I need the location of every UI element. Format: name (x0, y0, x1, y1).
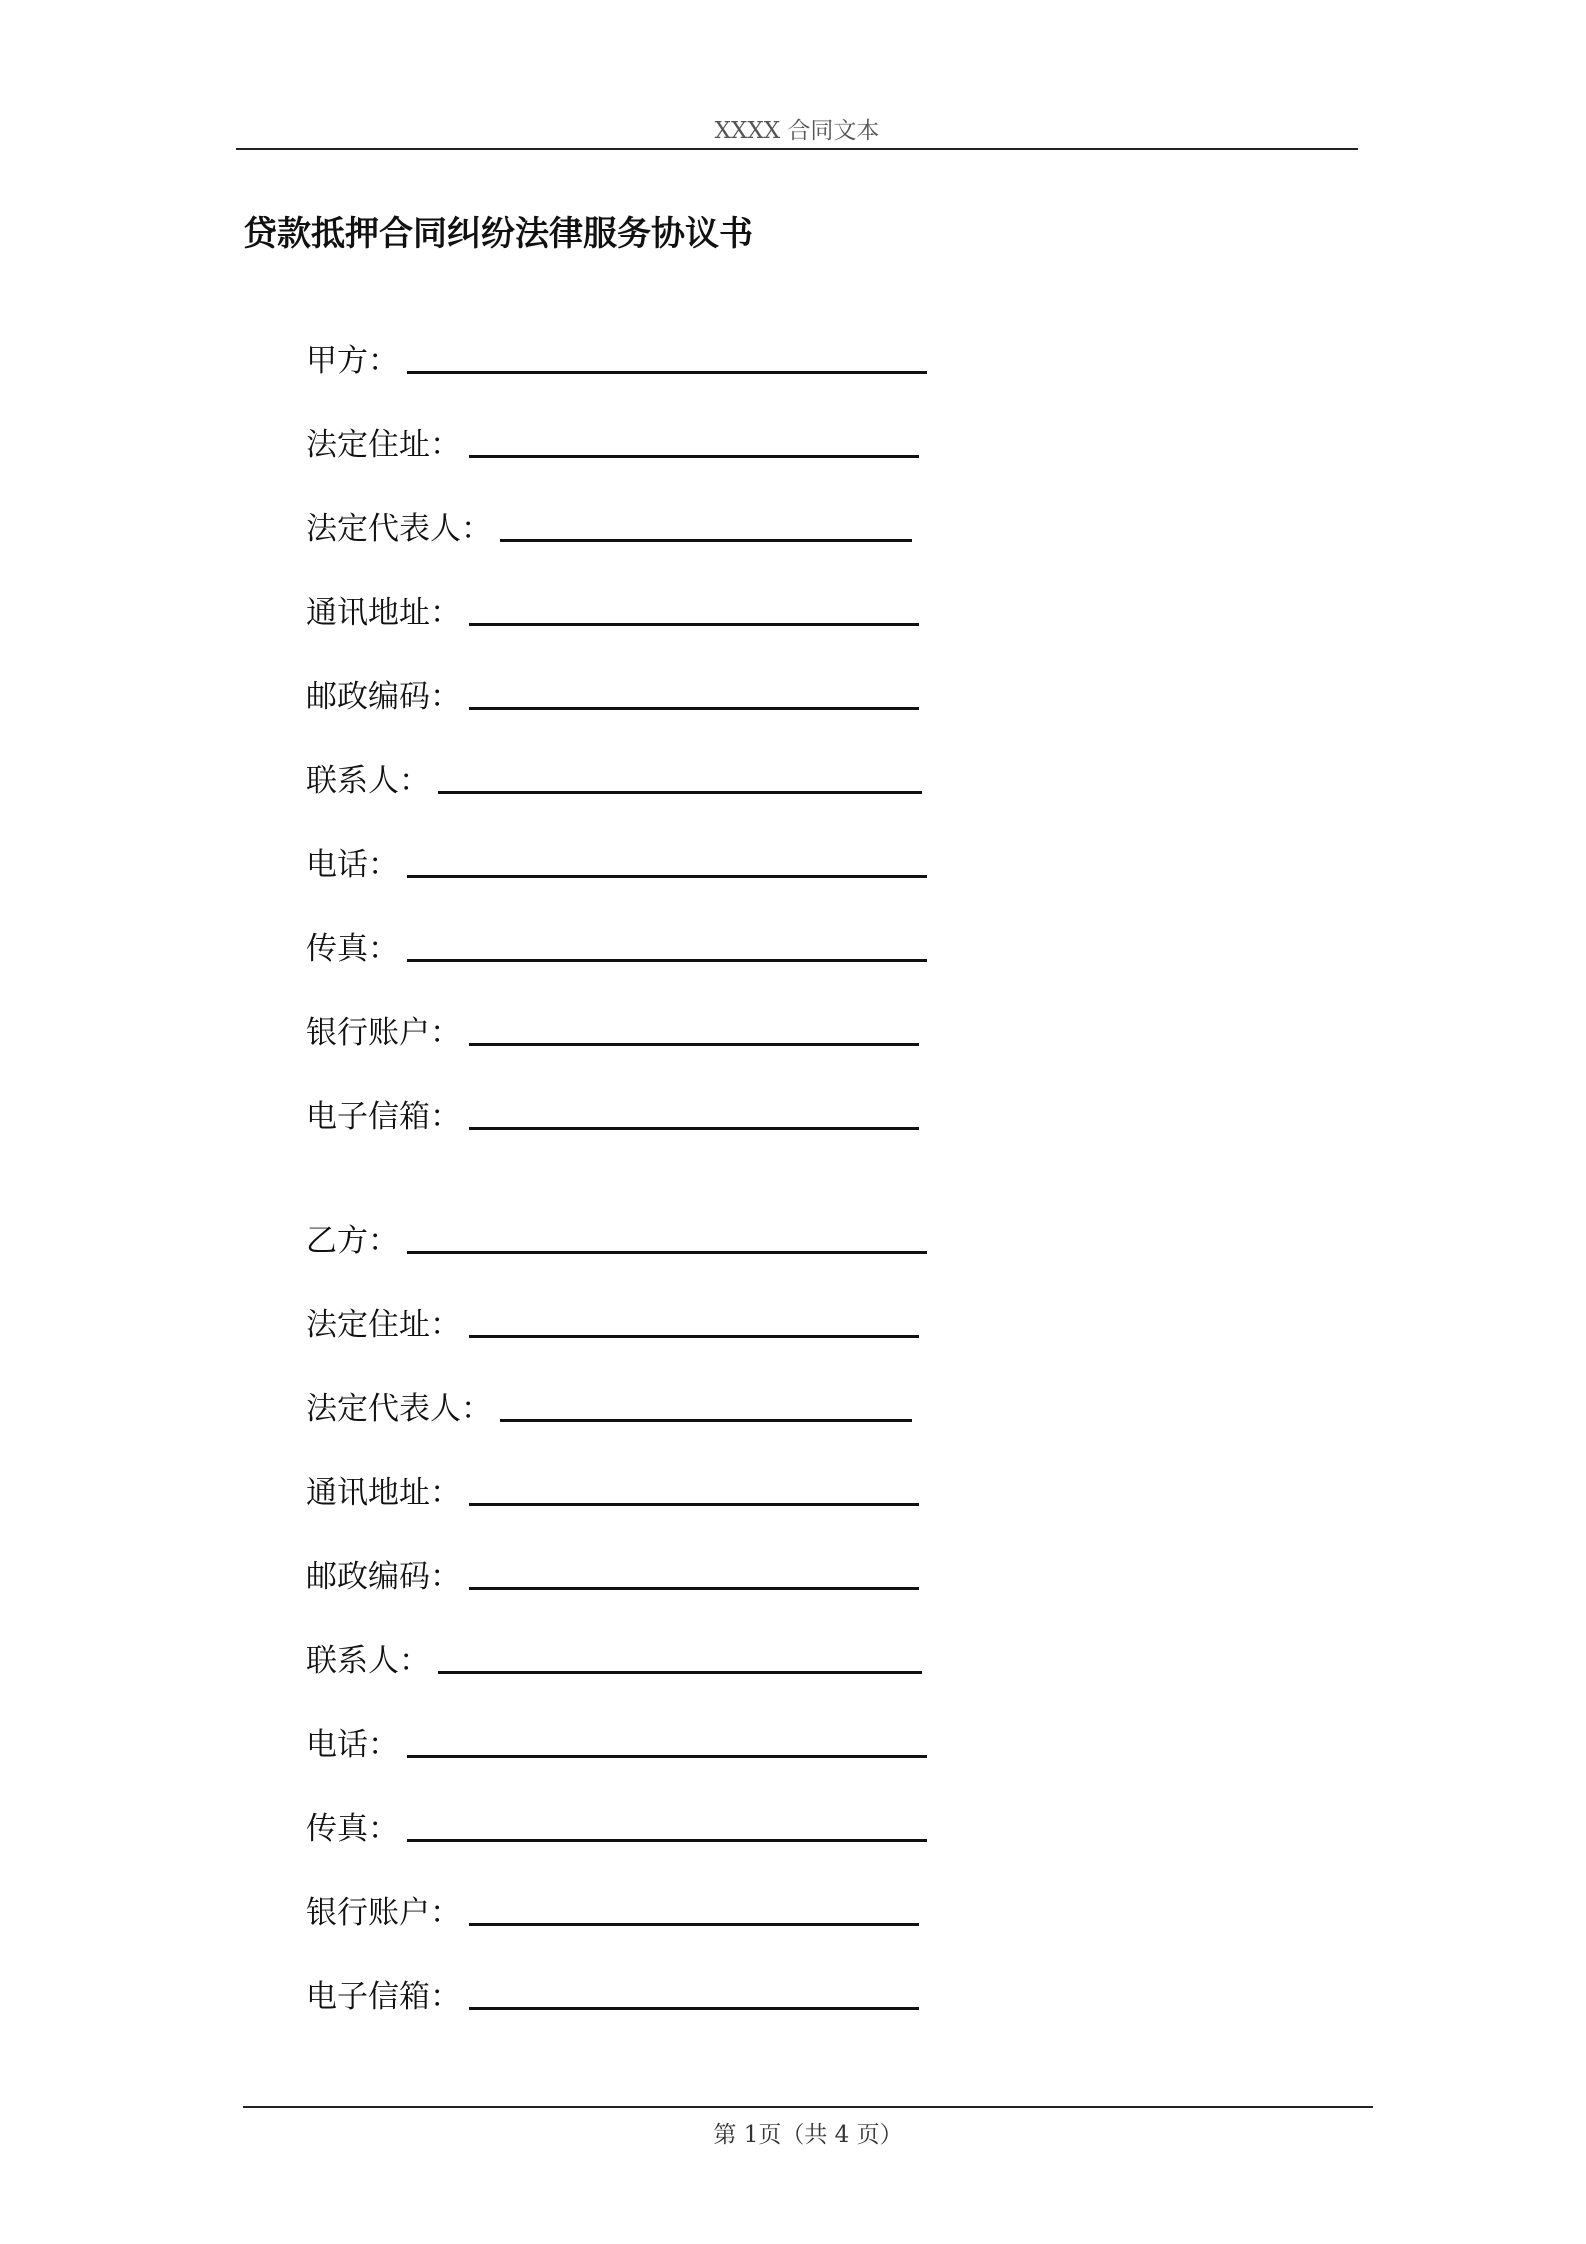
field-label: 甲方： (306, 343, 399, 379)
blank-line[interactable] (500, 1419, 912, 1422)
blank-line[interactable] (469, 1923, 919, 1926)
field-label: 电话： (306, 1727, 399, 1763)
blank-line[interactable] (469, 1335, 919, 1338)
blank-line[interactable] (469, 623, 919, 626)
page-header (236, 108, 1358, 150)
party-a-representative-field[interactable] (306, 504, 912, 548)
blank-line[interactable] (438, 791, 922, 794)
blank-line[interactable] (469, 1127, 919, 1130)
field-label: 银行账户： (306, 1015, 461, 1051)
field-label: 银行账户： (306, 1895, 461, 1931)
party-b-bank-account-field[interactable] (306, 1888, 919, 1932)
field-label: 乙方： (306, 1223, 399, 1259)
party-b-representative-field[interactable] (306, 1384, 912, 1428)
blank-line[interactable] (438, 1671, 922, 1674)
blank-line[interactable] (407, 1839, 927, 1842)
party-a-mailing-address-field[interactable] (306, 588, 919, 632)
field-label: 通讯地址： (306, 1475, 461, 1511)
party-a-email-field[interactable] (306, 1092, 919, 1136)
field-label: 电子信箱： (306, 1979, 461, 2015)
field-label: 通讯地址： (306, 595, 461, 631)
party-a-postcode-field[interactable] (306, 672, 919, 716)
field-label: 邮政编码： (306, 679, 461, 715)
party-b-mailing-address-field[interactable] (306, 1468, 919, 1512)
blank-line[interactable] (469, 1503, 919, 1506)
page-footer (243, 2106, 1373, 2148)
blank-line[interactable] (407, 1755, 927, 1758)
party-b-address-field[interactable] (306, 1300, 919, 1344)
party-b-fax-field[interactable] (306, 1804, 927, 1848)
field-label: 传真： (306, 1811, 399, 1847)
party-a-contact-field[interactable] (306, 756, 922, 800)
header-text: XXXX 合同文本 (714, 118, 880, 144)
blank-line[interactable] (469, 2007, 919, 2010)
field-label: 法定代表人： (306, 1391, 492, 1427)
field-label: 邮政编码： (306, 1559, 461, 1595)
blank-line[interactable] (469, 1587, 919, 1590)
party-b-contact-field[interactable] (306, 1636, 922, 1680)
party-a-name-field[interactable] (306, 336, 927, 380)
blank-line[interactable] (407, 959, 927, 962)
field-label: 法定住址： (306, 1307, 461, 1343)
blank-line[interactable] (500, 539, 912, 542)
blank-line[interactable] (407, 371, 927, 374)
blank-line[interactable] (407, 1251, 927, 1254)
field-label: 联系人： (306, 763, 430, 799)
party-a-phone-field[interactable] (306, 840, 927, 884)
blank-line[interactable] (469, 707, 919, 710)
blank-line[interactable] (469, 455, 919, 458)
document-title: 贷款抵押合同纠纷法律服务协议书 (243, 214, 753, 254)
party-b-email-field[interactable] (306, 1972, 919, 2016)
party-b-phone-field[interactable] (306, 1720, 927, 1764)
field-label: 电话： (306, 847, 399, 883)
blank-line[interactable] (469, 1043, 919, 1046)
field-label: 联系人： (306, 1643, 430, 1679)
party-b-postcode-field[interactable] (306, 1552, 919, 1596)
page-number: 第 1页（共 4 页） (713, 2122, 903, 2148)
blank-line[interactable] (407, 875, 927, 878)
field-label: 法定代表人： (306, 511, 492, 547)
party-a-fax-field[interactable] (306, 924, 927, 968)
field-label: 传真： (306, 931, 399, 967)
field-label: 法定住址： (306, 427, 461, 463)
field-label: 电子信箱： (306, 1099, 461, 1135)
party-a-bank-account-field[interactable] (306, 1008, 919, 1052)
party-b-name-field[interactable] (306, 1216, 927, 1260)
party-a-address-field[interactable] (306, 420, 919, 464)
